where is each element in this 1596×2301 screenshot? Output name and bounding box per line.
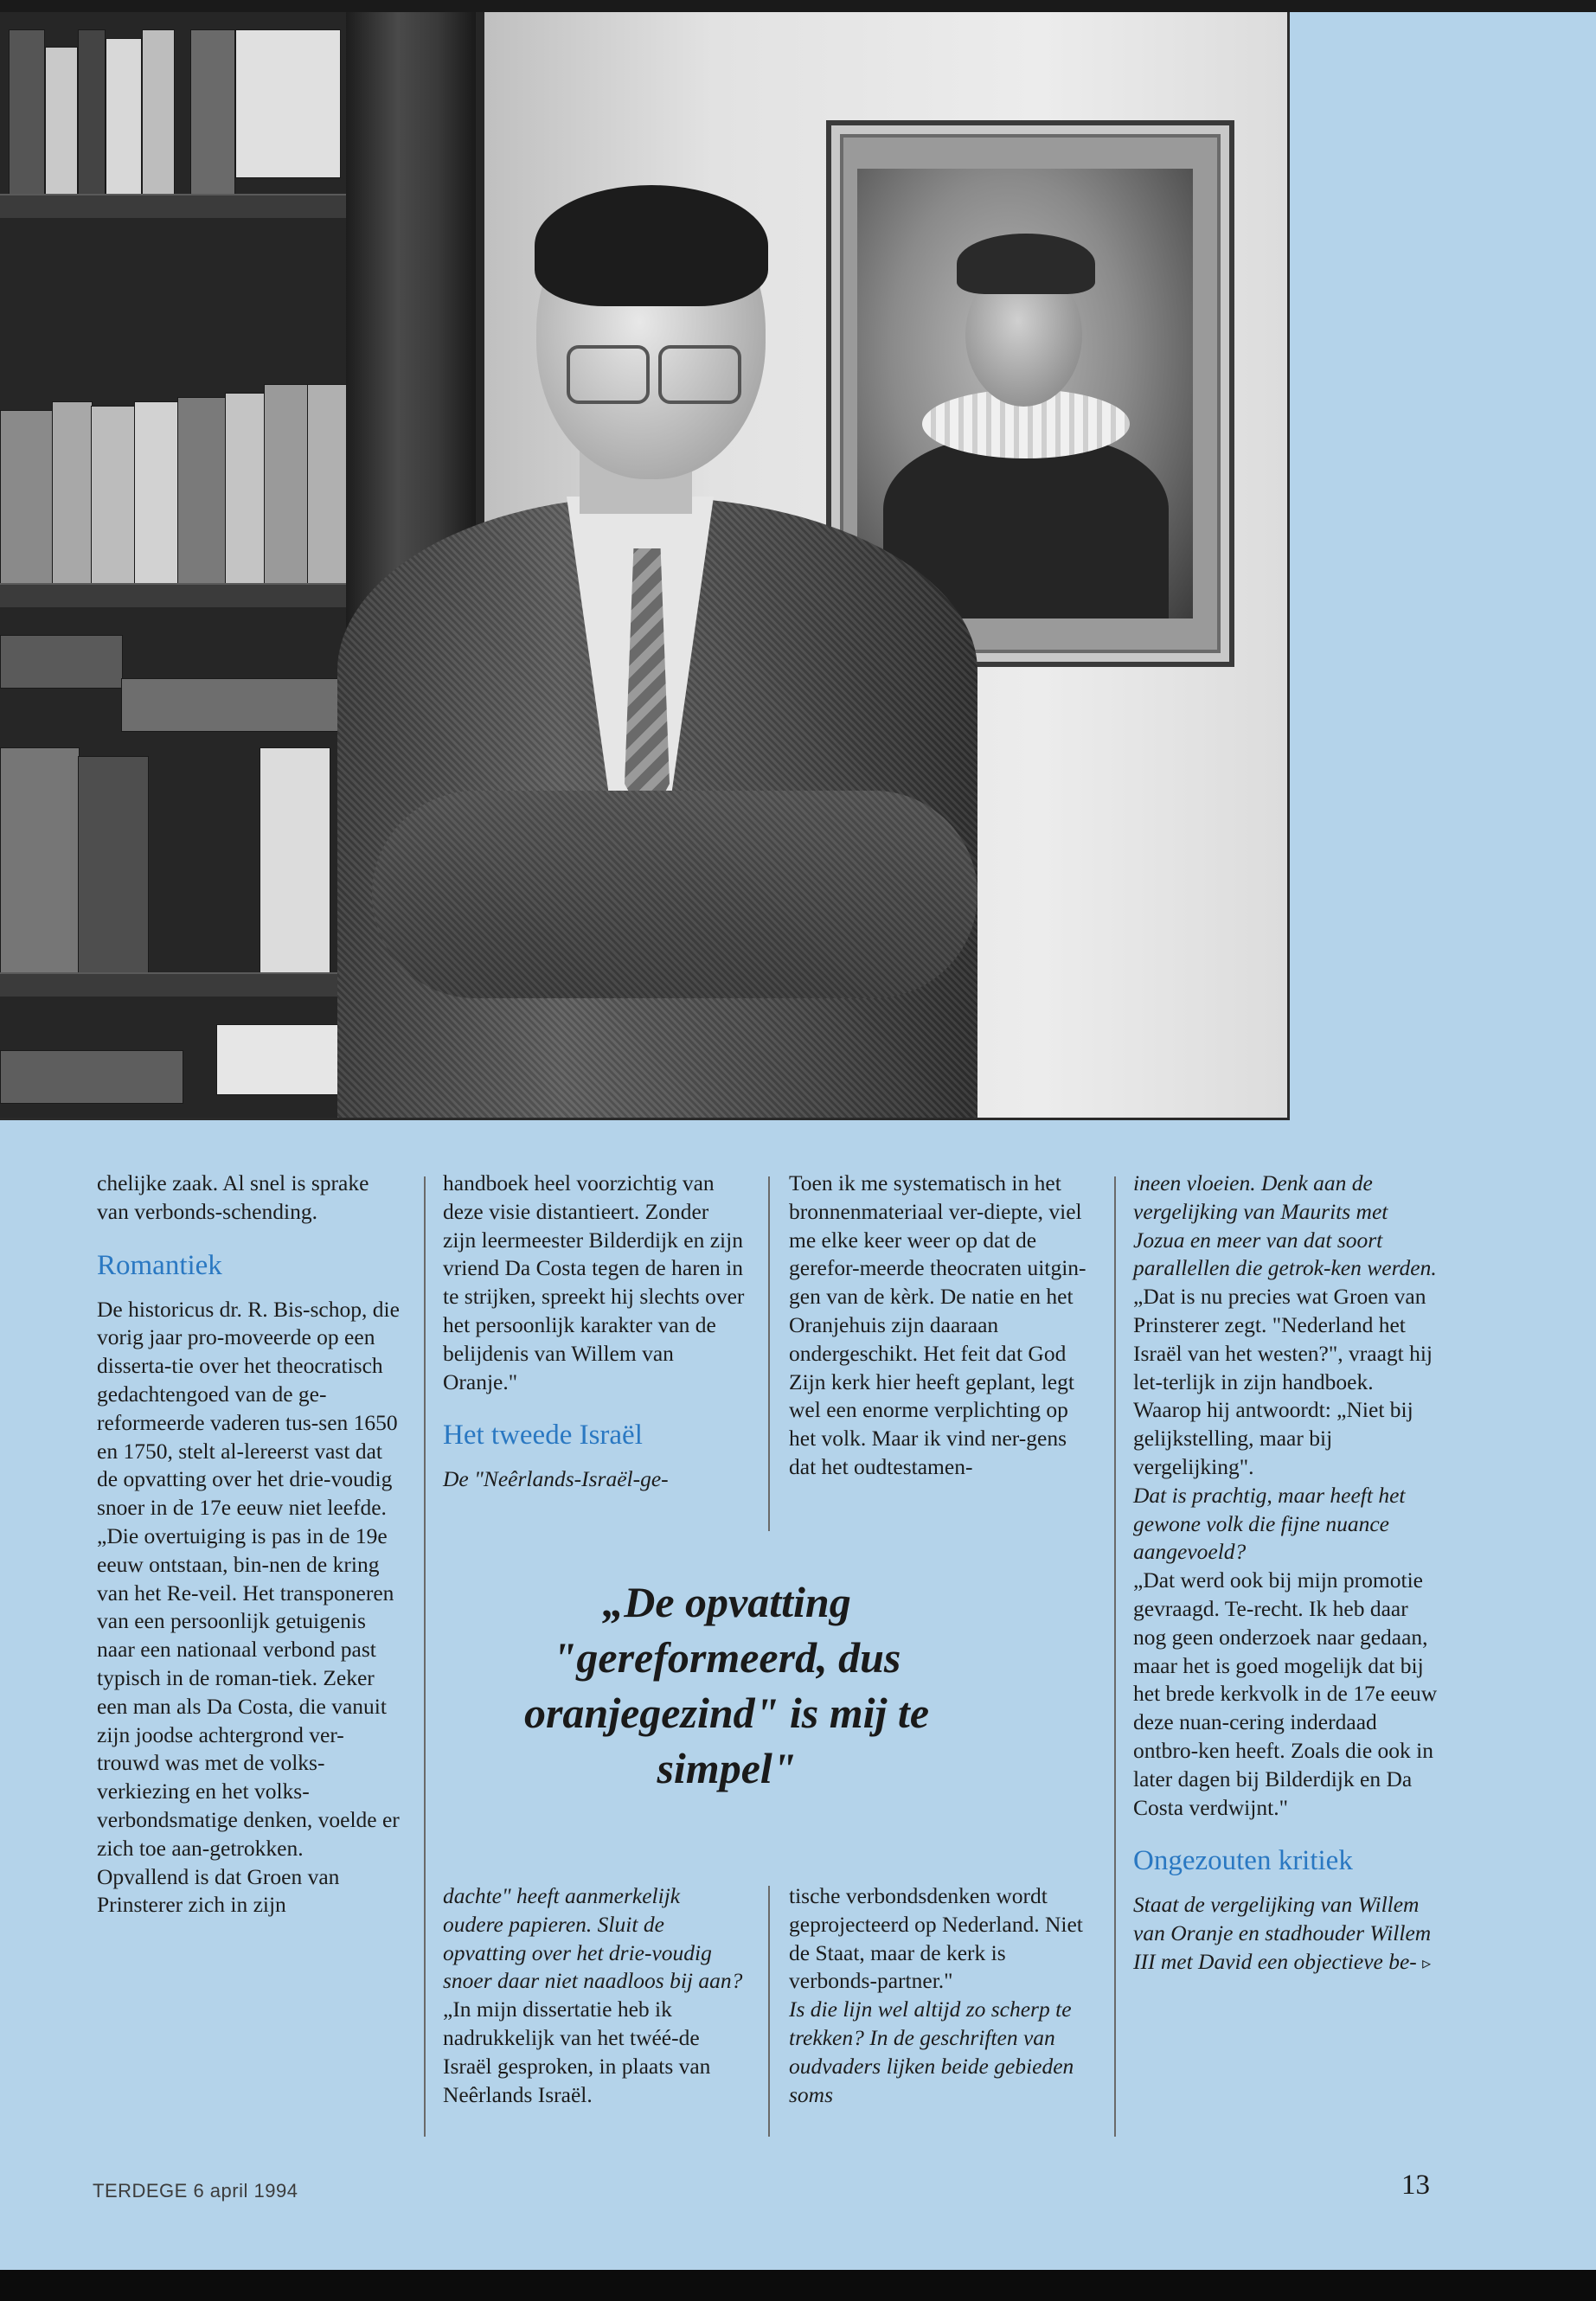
pull-quote-line: „De opvatting xyxy=(602,1578,851,1626)
portrait-photo xyxy=(0,12,1290,1120)
magazine-footer: TERDEGE 6 april 1994 xyxy=(93,2180,298,2202)
column-4 xyxy=(1133,1170,1445,1978)
top-edge xyxy=(0,0,1596,12)
page-number: 13 xyxy=(1401,2170,1430,2201)
pull-quote-line: "gereformeerd, dus xyxy=(552,1633,901,1682)
paragraph: „Dat is nu precies wat Groen van Prinsterer zegt. "Nederland het Israël van het westen?", vraagt hij let-terlijk in zijn handboek. Waarop hij antwoordt: „Niet bij gelijkstelling, maar bij vergelijking". xyxy=(1133,1284,1433,1479)
subheading-romantiek: Romantiek xyxy=(97,1249,222,1281)
column-2-top xyxy=(443,1170,746,1494)
paragraph: „Dat werd ook bij mijn promotie gevraagd. Te-recht. Ik heb daar nog geen onderzoek naar gedaan, maar het is goed mogelijk dat bij het brede kerkvolk in de 17e eeuw deze nuan-cering inderdaad ontbro-ken heeft. Zoals die ook in later dagen bij Bilderdijk en Da Costa verdwijnt." xyxy=(1133,1567,1438,1820)
column-3-top xyxy=(789,1170,1096,1482)
column-2-bottom xyxy=(443,1882,746,2109)
paragraph: handboek heel voorzichtig van deze visie distantieert. Zonder zijn leermeester Bilderdijk en zijn vriend Da Costa tegen de haren in te strijken, spreekt hij slechts over het persoonlijk karakter van de belijdenis van Willem van Oranje." xyxy=(443,1170,745,1394)
pull-quote-line: simpel" xyxy=(657,1744,797,1792)
paragraph: chelijke zaak. Al snel is sprake van verbonds-schending. xyxy=(97,1170,369,1224)
pull-quote-line: oranjegezind" is mij te xyxy=(523,1689,930,1737)
shelf-board xyxy=(0,194,355,218)
bottom-edge xyxy=(0,2270,1596,2301)
question-paragraph: De "Neêrlands-Israël-ge- xyxy=(443,1466,669,1492)
paragraph-text: Staat de vergelijking van Willem van Oranje en stadhouder Willem III met David een objectieve be- xyxy=(1133,1892,1432,1974)
crossed-arms xyxy=(372,791,977,998)
glasses-icon xyxy=(567,345,740,399)
shelf-board xyxy=(0,583,355,607)
paragraph: „In mijn dissertatie heb ik nadrukkelijk van het twéé-de Israël gesproken, in plaats van Neêrlands Israël. xyxy=(443,1997,711,2107)
paragraph: „Die overtuiging is pas in de 19e eeuw ontstaan, bin-nen de kring van het Re-veil. Het transponeren van een persoonlijk getuigenis naar een nationaal verbond past typisch in de roman-tiek. Zeker een man als Da Costa, die vanuit zijn joodse achtergrond ver-trouwd was met de volks-verkiezing en het volks-verbondsmatige denken, voelde er zich toe aan-getrokken. xyxy=(97,1522,400,1861)
question-paragraph: Dat is prachtig, maar heeft het gewone volk die fijne nuance aangevoeld? xyxy=(1133,1482,1406,1565)
question-paragraph xyxy=(1133,1891,1445,1977)
column-rule xyxy=(424,1176,426,2137)
subheading-het-tweede-israel: Het tweede Israël xyxy=(443,1420,643,1452)
question-paragraph: ineen vloeien. Denk aan de vergelijking van Maurits met Jozua en meer van dat soort parallellen die getrok-ken werden. xyxy=(1133,1170,1437,1281)
paragraph: Toen ik me systematisch in het bronnenmateriaal ver-diepte, viel me elke keer weer op dat de gerefor-meerde theocraten uitgin-gen van de kèrk. De natie en het Oranjehuis zijn daaraan ondergeschikt. Het feit dat God Zijn kerk hier heeft geplant, legt wel een enorme verplichting op het volk. Maar ik vind ner-gens dat het oudtestamen- xyxy=(789,1170,1086,1479)
question-paragraph: Is die lijn wel altijd zo scherp te trekken? In de geschriften van oudvaders lijken beide gebieden soms xyxy=(789,1997,1074,2107)
subheading-ongezouten-kritiek: Ongezouten kritiek xyxy=(1133,1845,1353,1877)
man-hair xyxy=(535,185,768,306)
painted-portrait xyxy=(857,169,1193,619)
column-1 xyxy=(97,1170,404,1920)
column-rule xyxy=(768,1176,770,1531)
paragraph: De historicus dr. R. Bis-schop, die vorig jaar pro-moveerde op een disserta-tie over het theocratisch gedachtengoed van de ge-reformeerde vaderen tus-sen 1650 en 1750, stelt al-lereerst vast dat de opvatting over het drie-voudig snoer in de 17e eeuw niet leefde. xyxy=(97,1296,400,1521)
continue-arrow-icon: ▹ xyxy=(1422,1953,1432,1973)
question-paragraph: dachte" heeft aanmerkelijk oudere papieren. Sluit de opvatting over het drie-voudig snoer daar niet naadloos bij aan? xyxy=(443,1883,743,1994)
paragraph: tische verbondsdenken wordt geprojecteerd op Nederland. Niet de Staat, maar de kerk is verbonds-partner." xyxy=(789,1883,1083,1994)
column-3-bottom xyxy=(789,1882,1096,2109)
shelf-board xyxy=(0,972,355,997)
pull-quote xyxy=(502,1574,952,1796)
paragraph: Opvallend is dat Groen van Prinsterer zich in zijn xyxy=(97,1863,340,1918)
column-rule xyxy=(1114,1176,1116,2137)
column-rule xyxy=(768,1886,770,2137)
